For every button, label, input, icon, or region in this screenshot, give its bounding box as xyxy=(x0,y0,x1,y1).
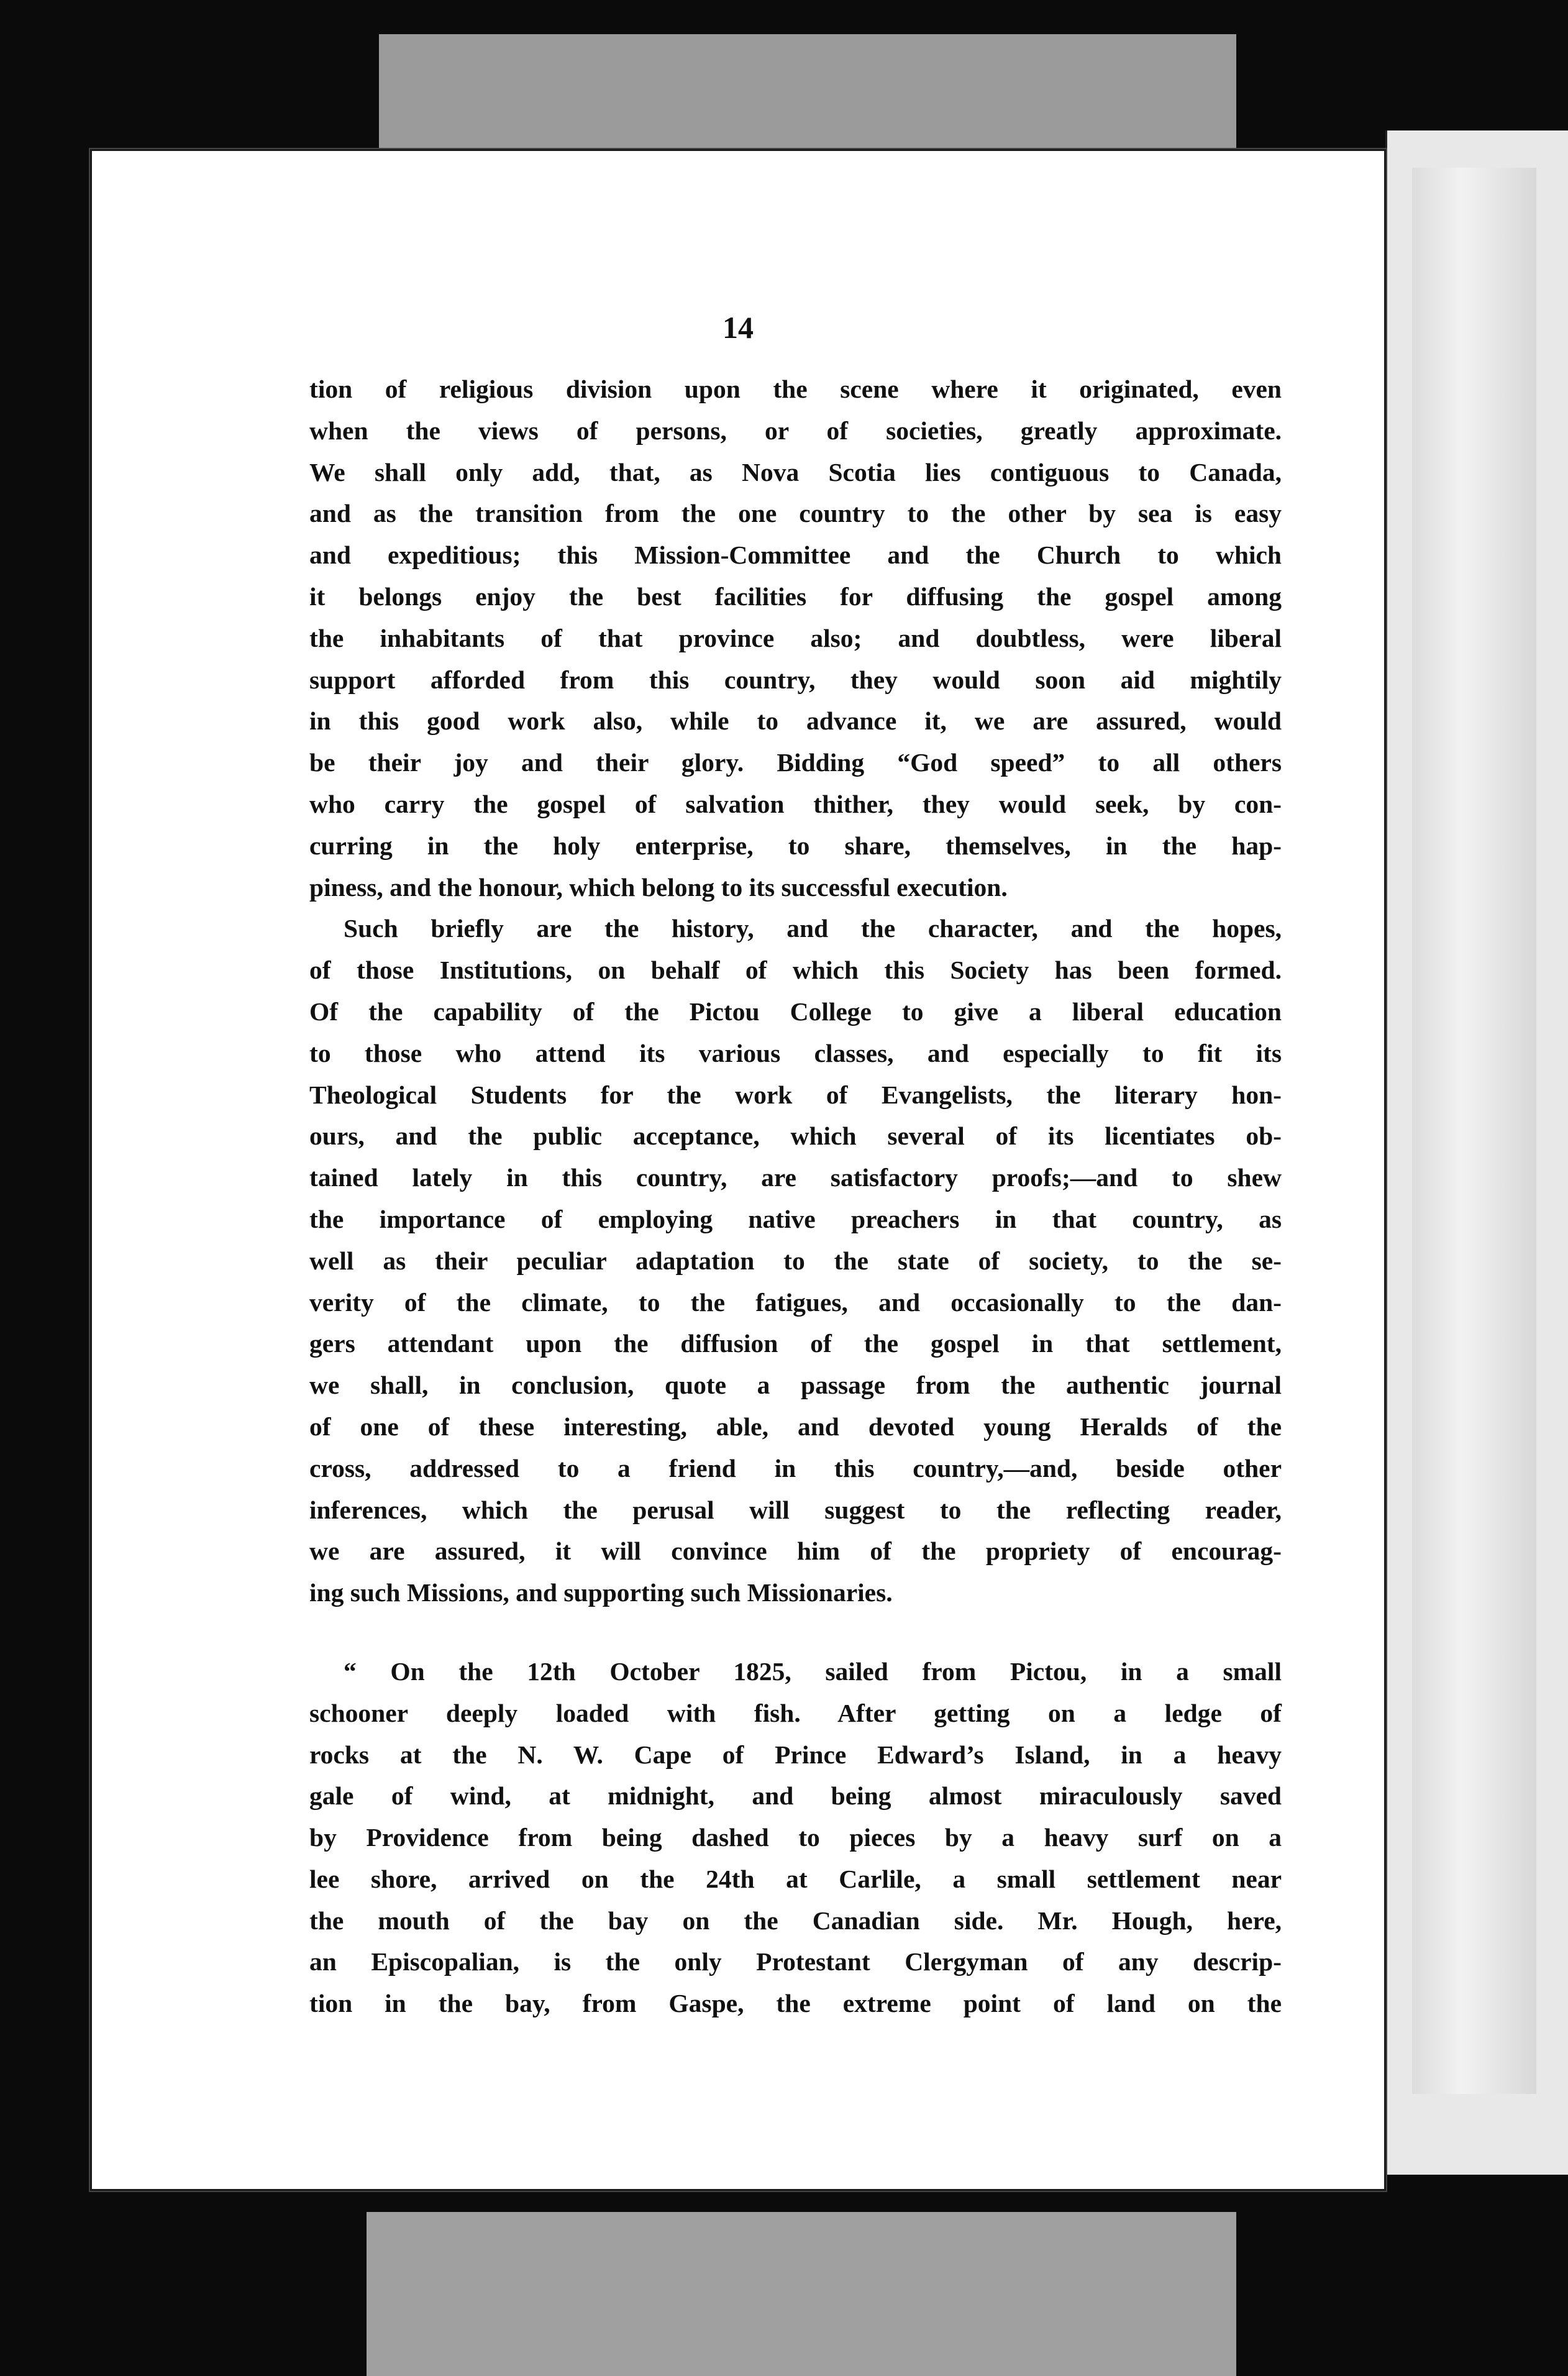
text-line: and as the transition from the one country to the other by sea is easy xyxy=(309,499,1282,528)
text-line: of one of these interesting, able, and devoted young Heralds of the xyxy=(309,1412,1282,1441)
text-line: Such briefly are the history, and the character, and the hopes, xyxy=(344,914,1282,943)
paragraph-3 xyxy=(309,1651,1282,2024)
text-line: an Episcopalian, is the only Protestant Clergyman of any descrip- xyxy=(309,1947,1282,1976)
text-line: ours, and the public acceptance, which several of its licentiates ob- xyxy=(309,1122,1282,1151)
text-line: We shall only add, that, as Nova Scotia lies contiguous to Canada, xyxy=(309,457,1282,487)
page-number: 14 xyxy=(722,310,754,345)
text-line: lee shore, arrived on the 24th at Carlile, a small settlement near xyxy=(309,1864,1282,1893)
text-line: by Providence from being dashed to pieces by a heavy surf on a xyxy=(309,1823,1282,1852)
text-line: support afforded from this country, they would soon aid mightily xyxy=(309,665,1282,694)
text-line: the inhabitants of that province also; and doubtless, were liberal xyxy=(309,623,1282,652)
text-line: it belongs enjoy the best facilities for diffusing the gospel among xyxy=(309,582,1282,611)
text-line: in this good work also, while to advance it, we are assured, would xyxy=(309,706,1282,736)
text-line: rocks at the N. W. Cape of Prince Edward’s Island, in a heavy xyxy=(309,1740,1282,1769)
text-line: verity of the climate, to the fatigues, and occasionally to the dan- xyxy=(309,1287,1282,1317)
document-page xyxy=(90,149,1386,2191)
paragraph-2 xyxy=(309,908,1282,1614)
paragraph-1 xyxy=(309,368,1282,908)
text-line: gers attendant upon the diffusion of the gospel in that settlement, xyxy=(309,1329,1282,1358)
text-line: the importance of employing native preachers in that country, as xyxy=(309,1204,1282,1233)
film-strip-top xyxy=(379,34,1236,152)
text-line: inferences, which the perusal will suggest to the reflecting reader, xyxy=(309,1495,1282,1524)
text-line: the mouth of the bay on the Canadian side. Mr. Hough, here, xyxy=(309,1906,1282,1935)
text-line: Of the capability of the Pictou College to give a liberal education xyxy=(309,997,1282,1026)
film-strip-bottom xyxy=(367,2212,1236,2376)
body-text xyxy=(309,368,1282,2024)
text-line: we are assured, it will convince him of the propriety of encourag- xyxy=(309,1537,1282,1566)
text-line: piness, and the honour, which belong to its successful execution. xyxy=(309,872,1008,902)
text-line: ing such Missions, and supporting such Missionaries. xyxy=(309,1578,893,1607)
text-line: Theological Students for the work of Evangelists, the literary hon- xyxy=(309,1080,1282,1109)
text-line: tion in the bay, from Gaspe, the extreme point of land on the xyxy=(309,1989,1282,2018)
text-line: curring in the holy enterprise, to share, themselves, in the hap- xyxy=(309,831,1282,860)
text-line: be their joy and their glory. Bidding “God speed” to all others xyxy=(309,748,1282,777)
text-line: we shall, in conclusion, quote a passage from the authentic journal xyxy=(309,1371,1282,1400)
text-line: cross, addressed to a friend in this country,—and, beside other xyxy=(309,1453,1282,1483)
text-line: who carry the gospel of salvation thither, they would seek, by con- xyxy=(309,789,1282,818)
text-line: and expeditious; this Mission-Committee and the Church to which xyxy=(309,541,1282,570)
paragraph-gap xyxy=(309,1614,1282,1651)
text-line: tained lately in this country, are satisfactory proofs;—and to shew xyxy=(309,1163,1282,1192)
text-line: “ On the 12th October 1825, sailed from Pictou, in a small xyxy=(344,1656,1282,1686)
text-line: of those Institutions, on behalf of which this Society has been formed. xyxy=(309,956,1282,985)
adjacent-page-edge xyxy=(1385,130,1568,2175)
text-line: tion of religious division upon the scene where it originated, even xyxy=(309,375,1282,403)
text-line: to those who attend its various classes, and especially to fit its xyxy=(309,1038,1282,1067)
text-line: when the views of persons, or of societies, greatly approximate. xyxy=(309,416,1282,445)
text-line: schooner deeply loaded with fish. After getting on a ledge of xyxy=(309,1698,1282,1727)
text-line: well as their peculiar adaptation to the state of society, to the se- xyxy=(309,1246,1282,1275)
text-line: gale of wind, at midnight, and being almost miraculously saved xyxy=(309,1781,1282,1811)
